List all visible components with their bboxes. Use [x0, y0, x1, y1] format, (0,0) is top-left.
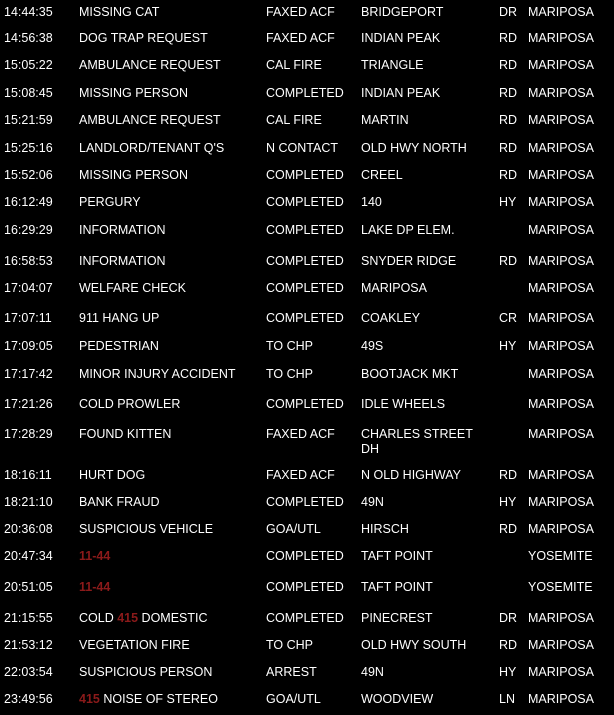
call-status: COMPLETED	[266, 281, 344, 295]
call-location: N OLD HIGHWAY	[361, 468, 462, 482]
call-location: PINECREST	[361, 611, 433, 625]
call-location: SNYDER RIDGE	[361, 254, 457, 268]
call-city: MARIPOSA	[528, 168, 594, 182]
radio-code: 11-44	[79, 549, 111, 563]
call-type: 911 HANG UP	[79, 311, 160, 325]
call-street-suffix: RD	[499, 86, 518, 100]
call-type: SUSPICIOUS PERSON	[79, 665, 213, 679]
call-street-suffix: HY	[499, 339, 517, 353]
radio-code: 415	[117, 611, 139, 625]
call-location: WOODVIEW	[361, 692, 434, 706]
call-status: CAL FIRE	[266, 58, 322, 72]
call-street-suffix: DR	[499, 5, 518, 19]
call-location: BRIDGEPORT	[361, 5, 444, 19]
call-time: 15:08:45	[4, 86, 53, 100]
call-type: COLD 415 DOMESTIC	[79, 611, 208, 625]
call-time: 22:03:54	[4, 665, 53, 679]
call-type: HURT DOG	[79, 468, 146, 482]
call-city: YOSEMITE	[528, 580, 593, 594]
call-location: HIRSCH	[361, 522, 409, 536]
call-street-suffix: RD	[499, 141, 518, 155]
call-status: N CONTACT	[266, 141, 338, 155]
radio-code: 415	[79, 692, 100, 706]
call-status: COMPLETED	[266, 86, 344, 100]
call-city: MARIPOSA	[528, 281, 594, 295]
call-location: INDIAN PEAK	[361, 31, 441, 45]
call-type: MISSING PERSON	[79, 168, 189, 182]
call-time: 17:28:29	[4, 427, 53, 441]
call-time: 14:44:35	[4, 5, 53, 19]
call-city: MARIPOSA	[528, 195, 594, 209]
call-type: MISSING PERSON	[79, 86, 189, 100]
call-type: AMBULANCE REQUEST	[79, 58, 221, 72]
call-city: MARIPOSA	[528, 5, 594, 19]
call-city: MARIPOSA	[528, 397, 594, 411]
call-type: LANDLORD/TENANT Q'S	[79, 141, 225, 155]
call-status: ARREST	[266, 665, 317, 679]
call-status: COMPLETED	[266, 495, 344, 509]
call-status: COMPLETED	[266, 549, 344, 563]
call-city: YOSEMITE	[528, 549, 593, 563]
call-time: 15:52:06	[4, 168, 53, 182]
call-status: COMPLETED	[266, 223, 344, 237]
call-status: TO CHP	[266, 638, 313, 652]
call-time: 18:21:10	[4, 495, 53, 509]
call-status: COMPLETED	[266, 168, 344, 182]
call-type: FOUND KITTEN	[79, 427, 172, 441]
call-street-suffix: RD	[499, 168, 518, 182]
call-type: SUSPICIOUS VEHICLE	[79, 522, 214, 536]
call-type: MISSING CAT	[79, 5, 160, 19]
call-location: COAKLEY	[361, 311, 421, 325]
call-street-suffix: HY	[499, 665, 517, 679]
call-status: COMPLETED	[266, 195, 344, 209]
call-street-suffix: DR	[499, 611, 518, 625]
call-city: MARIPOSA	[528, 638, 594, 652]
call-location: INDIAN PEAK	[361, 86, 441, 100]
call-time: 20:51:05	[4, 580, 53, 594]
call-type: BANK FRAUD	[79, 495, 160, 509]
call-city: MARIPOSA	[528, 367, 594, 381]
call-street-suffix: RD	[499, 638, 518, 652]
call-city: MARIPOSA	[528, 427, 594, 441]
call-time: 14:56:38	[4, 31, 53, 45]
call-status: CAL FIRE	[266, 113, 322, 127]
call-type: COLD PROWLER	[79, 397, 181, 411]
call-city: MARIPOSA	[528, 31, 594, 45]
call-time: 21:53:12	[4, 638, 53, 652]
call-type: AMBULANCE REQUEST	[79, 113, 221, 127]
call-city: MARIPOSA	[528, 468, 594, 482]
call-location: TAFT POINT	[361, 549, 433, 563]
call-type	[79, 549, 110, 563]
call-street-suffix: RD	[499, 522, 518, 536]
call-time: 17:21:26	[4, 397, 53, 411]
call-time: 17:04:07	[4, 281, 53, 295]
call-type: 415 NOISE OF STEREO	[79, 692, 218, 706]
call-location: CHARLES STREET DH	[361, 427, 473, 456]
call-city: MARIPOSA	[528, 495, 594, 509]
call-time: 18:16:11	[4, 468, 52, 482]
call-street-suffix: RD	[499, 254, 518, 268]
call-time: 16:12:49	[4, 195, 53, 209]
call-status: GOA/UTL	[266, 522, 321, 536]
call-type: VEGETATION FIRE	[79, 638, 190, 652]
call-city: MARIPOSA	[528, 223, 594, 237]
call-status: TO CHP	[266, 367, 313, 381]
call-time: 15:05:22	[4, 58, 53, 72]
call-type: MINOR INJURY ACCIDENT	[79, 367, 236, 381]
call-time: 20:36:08	[4, 522, 53, 536]
call-city: MARIPOSA	[528, 113, 594, 127]
call-status: COMPLETED	[266, 397, 344, 411]
call-street-suffix: RD	[499, 31, 518, 45]
call-time: 17:07:11	[4, 311, 52, 325]
call-street-suffix: HY	[499, 495, 517, 509]
call-type: PERGURY	[79, 195, 141, 209]
call-city: MARIPOSA	[528, 665, 594, 679]
call-location: IDLE WHEELS	[361, 397, 446, 411]
call-time: 23:49:56	[4, 692, 53, 706]
call-location: 140	[361, 195, 382, 209]
call-status: COMPLETED	[266, 311, 344, 325]
call-location: TAFT POINT	[361, 580, 433, 594]
call-time: 21:15:55	[4, 611, 53, 625]
call-status: GOA/UTL	[266, 692, 321, 706]
call-city: MARIPOSA	[528, 58, 594, 72]
call-street-suffix: LN	[499, 692, 515, 706]
call-city: MARIPOSA	[528, 86, 594, 100]
call-location: MARIPOSA	[361, 281, 427, 295]
call-city: MARIPOSA	[528, 339, 594, 353]
call-street-suffix: HY	[499, 195, 517, 209]
call-city: MARIPOSA	[528, 522, 594, 536]
call-type	[79, 580, 110, 594]
call-type: WELFARE CHECK	[79, 281, 186, 295]
call-status: COMPLETED	[266, 580, 344, 594]
call-city: MARIPOSA	[528, 611, 594, 625]
call-street-suffix: RD	[499, 113, 518, 127]
call-status: FAXED ACF	[266, 5, 335, 19]
call-city: MARIPOSA	[528, 254, 594, 268]
call-time: 20:47:34	[4, 549, 53, 563]
call-location: LAKE DP ELEM.	[361, 223, 455, 237]
radio-code: 11-44	[79, 580, 111, 594]
call-location: OLD HWY NORTH	[361, 141, 467, 155]
call-time: 16:58:53	[4, 254, 53, 268]
call-type: INFORMATION	[79, 223, 166, 237]
call-type: INFORMATION	[79, 254, 166, 268]
call-location: 49N	[361, 495, 384, 509]
call-status: FAXED ACF	[266, 31, 335, 45]
call-street-suffix: RD	[499, 58, 518, 72]
call-street-suffix: CR	[499, 311, 518, 325]
call-location: 49N	[361, 665, 384, 679]
call-status: COMPLETED	[266, 611, 344, 625]
call-time: 16:29:29	[4, 223, 53, 237]
call-location: CREEL	[361, 168, 403, 182]
call-location: BOOTJACK MKT	[361, 367, 459, 381]
call-status: FAXED ACF	[266, 427, 335, 441]
call-time: 15:21:59	[4, 113, 53, 127]
call-status: COMPLETED	[266, 254, 344, 268]
call-location: TRIANGLE	[361, 58, 424, 72]
call-city: MARIPOSA	[528, 311, 594, 325]
call-type: PEDESTRIAN	[79, 339, 159, 353]
call-city: MARIPOSA	[528, 141, 594, 155]
call-city: MARIPOSA	[528, 692, 594, 706]
call-location: MARTIN	[361, 113, 409, 127]
call-status: FAXED ACF	[266, 468, 335, 482]
call-time: 17:17:42	[4, 367, 53, 381]
call-location: OLD HWY SOUTH	[361, 638, 467, 652]
call-status: TO CHP	[266, 339, 313, 353]
call-street-suffix: RD	[499, 468, 518, 482]
call-time: 17:09:05	[4, 339, 53, 353]
call-location: 49S	[361, 339, 384, 353]
call-type: DOG TRAP REQUEST	[79, 31, 208, 45]
call-time: 15:25:16	[4, 141, 53, 155]
